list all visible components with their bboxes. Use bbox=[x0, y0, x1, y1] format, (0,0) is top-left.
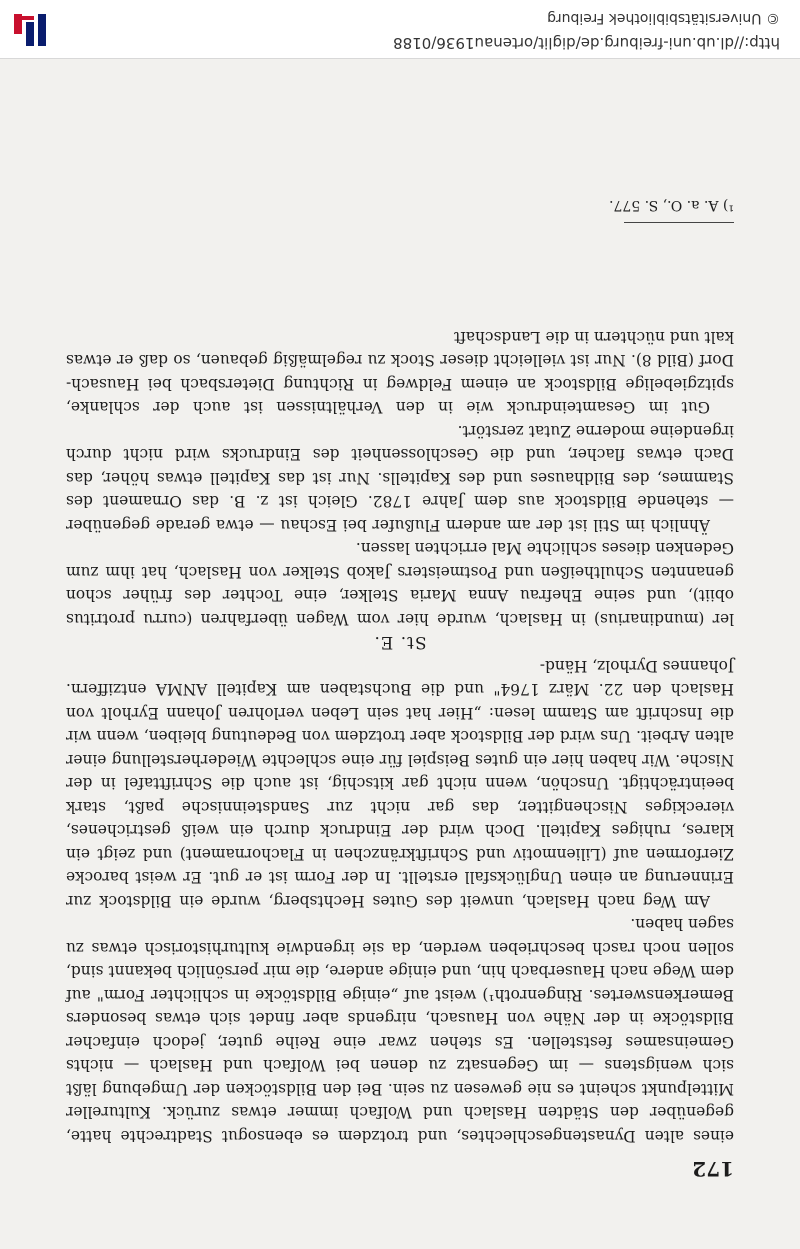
paragraph-5: Gut im Gesamteindruck wie in den Verhältnissen ist auch der schlanke, spitzgiebelige Bildstock an einem Feldweg in Richtung Dietersbach bei Hausach-Dorf (Bild 8). Nur ist vielleicht dieser Stock zu regelmäßig gebauen, so daß er etwas kalt und nüchtern in die Landschaft bbox=[66, 328, 734, 417]
footnote: ¹) A. a. O., S. 577. bbox=[609, 197, 734, 213]
footnote-rule bbox=[624, 222, 734, 223]
paragraph-4: Ähnlich im Stil ist der am andern Flußufer bei Eschau — etwa gerade gegenüber — stehende Bildstock aus dem Jahre 1782. Gleich ist z. B. das Ornament des Stammes, des Bildhauses und des Kapitells. Nur ist das Kapitell etwas höher, das Dach etwas flacher, und die Geschlossenheit des Eindrucks wird nicht durch irgendeine moderne Zutat zerstört. bbox=[66, 422, 734, 534]
body-text-top bbox=[66, 325, 734, 1148]
paragraph-2: Am Weg nach Haslach, unweit des Gutes Hechtsberg, wurde ein Bildstock zur Erinnerung an einen Unglücksfall erstellt. In der Form ist er gut. Er weist barocke Zierformen auf (Lilienmotiv und Schriftkränzchen in Flachornament) und zeigt ein klares, ruhiges Kapitell. Doch wird der Eindruck durch ein weiß gestrichenes, viereckiges Nischengitter, das gar nicht zur Sandsteinnische paßt, stark beeinträchtigt. Unschön, wenn nicht gar kitschig, ist auch die Schrifttafel in der Nische. Wir haben hier ein gutes Beispiel für eine schlechte Wiederherstellung einer alten Arbeit. Uns wird der Bildstock aber trotzdem von Bedeutung bleiben, wenn wir die Inschrift am Stamm lesen: „Hier hat sein Leben verlohren Johann Eyrholt von Haslach den 22. März 1764" und die Buchstaben am Kapitell ANMA entziffern. Johannes Dyrholz, Händ- bbox=[66, 657, 734, 910]
footer-bar bbox=[0, 0, 800, 59]
university-logo-icon bbox=[12, 10, 50, 50]
paragraph-3: ler (mundinarius) in Haslach, wurde hier vom Wagen überfahren (curru protritus obiit), und seine Ehefrau Anna Maria Stelker, eine Tochter des früher schon genannten Schultheißen und Postmeisters Jakob Stelker von Haslach, hat ihm zum Gedenken dieses schlichte Mal errichten lassen. bbox=[66, 539, 734, 628]
copyright-text: © Universitätsbibliothek Freiburg bbox=[547, 10, 780, 26]
source-url[interactable]: http://dl.ub.uni-freiburg.de/diglit/ortenau1936/0188 bbox=[393, 34, 780, 52]
page-number: 172 bbox=[692, 1157, 734, 1181]
section-heading: St. E. bbox=[373, 632, 427, 653]
paragraph-1: eines alten Dynastengeschlechtes, und trotzdem es ebensogut Stadtrechte hatte, gegenüber den Städten Haslach und Wolfach immer etwas zurück. Kultureller Mittelpunkt scheint es nie gewesen zu sein. Bei den Bildstöcken der Umgebung läßt sich wenigstens — im Gegensatz zu denen bei Wolfach und Haslach — nichts Gemeinsames feststellen. Es stehen zwar eine Reihe guter, jedoch einfacher Bildstöcke in der Nähe von Hausach, nirgends aber findet sich etwas besonders Bemerkenswertes. Ringenroth¹) weist auf „einige Bildstöcke in schlichter Form" auf dem Wege nach Hauserbach hin, und einige andere, die mir persönlich bekannt sind, sollen noch rasch beschrieben werden, da sie irgendwie kulturhistorisch etwas zu sagen haben. bbox=[66, 915, 734, 1145]
